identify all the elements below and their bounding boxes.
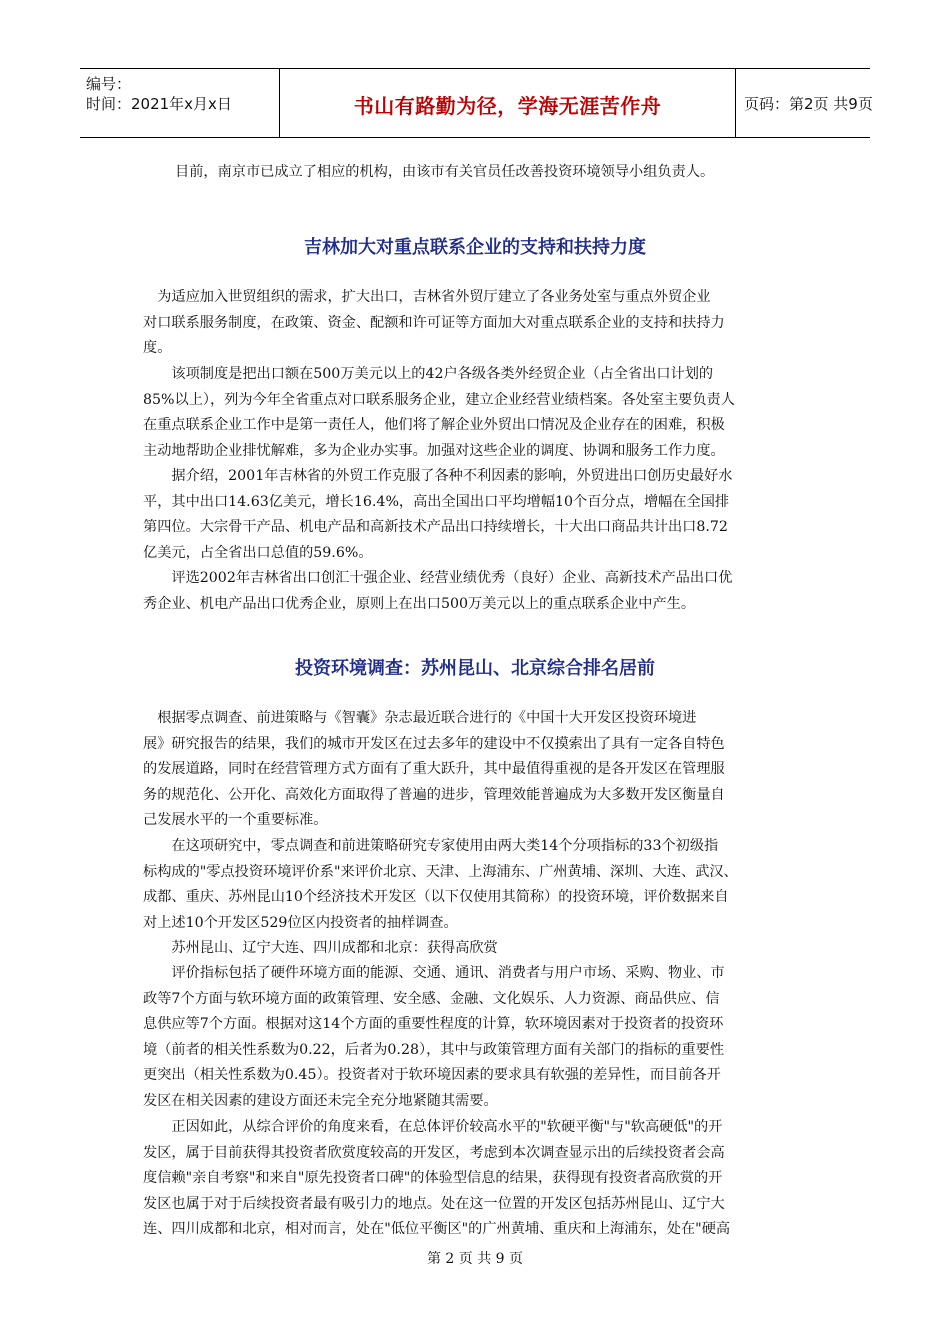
- paragraph: [143, 285, 815, 362]
- text-line: 发区，属于目前获得其投资者欣赏度较高的开发区，考虑到本次调查显示出的后续投资者会高: [143, 1144, 725, 1161]
- page-footer: 第 2 页 共 9 页: [426, 1251, 524, 1267]
- text-line: 亿美元，占全省出口总值的59.6%。: [143, 544, 373, 561]
- header-motto-cell: [280, 69, 736, 137]
- text-line: 的发展道路，同时在经营管理方式方面有了重大跃升，其中最值得重视的是各开发区在管理服: [143, 761, 725, 778]
- paragraph: [143, 706, 815, 834]
- text-line: 根据零点调查、前进策略与《智囊》杂志最近联合进行的《中国十大开发区投资环境进: [143, 710, 697, 726]
- text-line: 境（前者的相关性系数为0.22，后者为0.28），其中与政策管理方面有关部门的指标的重要性: [143, 1041, 725, 1058]
- text-line: 对口联系服务制度，在政策、资金、配额和许可证等方面加大对重点联系企业的支持和扶持力: [143, 314, 725, 331]
- paragraph: [143, 834, 815, 936]
- section-title-investment: 投资环境调查：苏州昆山、北京综合排名居前: [295, 658, 655, 679]
- text-line: 度。: [143, 340, 172, 357]
- header-info-cell: [80, 69, 280, 137]
- text-line: 主动地帮助企业排忧解难，多为企业办实事。加强对这些企业的调度、协调和服务工作力度。: [143, 442, 725, 459]
- paragraph: [143, 362, 815, 464]
- text-line: 连、四川成都和北京，相对而言，处在"低位平衡区"的广州黄埔、重庆和上海浦东，处在"硬高: [143, 1221, 731, 1238]
- text-line: 秀企业、机电产品出口优秀企业，原则上在出口500万美元以上的重点联系企业中产生。: [143, 595, 696, 612]
- page-number-label: 页码：第2页 共9页: [744, 95, 873, 113]
- text-line: 平，其中出口14.63亿美元，增长16.4%，高出全国出口平均增幅10个百分点，增幅在全国排: [143, 493, 730, 510]
- text-line: 评选2002年吉林省出口创汇十强企业、经营业绩优秀（良好）企业、高新技术产品出口优: [143, 570, 733, 586]
- text-line: 该项制度是把出口额在500万美元以上的42户各级各类外经贸企业（占全省出口计划的: [143, 366, 714, 382]
- text-line: 正因如此，从综合评价的角度来看，在总体评价较高水平的"软硬平衡"与"软高硬低"的开: [143, 1119, 723, 1135]
- text-line: 在重点联系企业工作中是第一责任人，他们将了解企业外贸出口情况及企业存在的困难，积极: [143, 417, 725, 434]
- text-line: 政等7个方面与软环境方面的政策管理、安全感、金融、文化娱乐、人力资源、商品供应、信: [143, 990, 720, 1007]
- text-line: 己发展水平的一个重要标准。: [143, 812, 328, 829]
- intro-paragraph: 目前，南京市已成立了相应的机构，由该市有关官员任改善投资环境领导小组负责人。: [175, 164, 715, 180]
- number-label: 编号：: [86, 75, 132, 93]
- header-page-cell: [736, 69, 873, 137]
- text-line: 务的规范化、公开化、高效化方面取得了普遍的进步，管理效能普遍成为大多数开发区衡量自: [143, 786, 725, 803]
- text-line: 息供应等7个方面。根据对这14个方面的重要性程度的计算，软环境因素对于投资者的投资环: [143, 1016, 724, 1033]
- text-line: 苏州昆山、辽宁大连、四川成都和北京：获得高欣赏: [143, 940, 498, 956]
- section-title-jilin: 吉林加大对重点联系企业的支持和扶持力度: [304, 237, 646, 258]
- text-line: 更突出（相关性系数为0.45）。投资者对于软环境因素的要求具有软强的差异性，而目前各开: [143, 1067, 721, 1084]
- text-line: 对上述10个开发区529位区内投资者的抽样调查。: [143, 914, 458, 931]
- paragraph: [143, 1115, 815, 1243]
- text-line: 发区在相关因素的建设方面还未完全充分地紧随其需要。: [143, 1092, 498, 1109]
- text-line: 85%以上），列为今年全省重点对口联系服务企业，建立企业经营业绩档案。各处室主要负责人: [143, 391, 735, 408]
- motto-text: 书山有路勤为径，学海无涯苦作舟: [353, 94, 662, 118]
- text-line: 发区也属于对于后续投资者最有吸引力的地点。处在这一位置的开发区包括苏州昆山、辽宁大: [143, 1195, 725, 1212]
- text-line: 标构成的"零点投资环境评价系"来评价北京、天津、上海浦东、广州黄埔、深圳、大连、武汉、: [143, 863, 738, 880]
- paragraph: [143, 961, 815, 1115]
- paragraph: [143, 566, 815, 617]
- text-line: 评价指标包括了硬件环境方面的能源、交通、通讯、消费者与用户市场、采购、物业、市: [143, 965, 725, 981]
- time-label: 时间：2021年x月x日: [86, 95, 232, 113]
- paragraph: [143, 464, 815, 566]
- text-line: 在这项研究中，零点调查和前进策略研究专家使用由两大类14个分项指标的33个初级指: [143, 838, 719, 854]
- paragraph: [143, 936, 815, 962]
- text-line: 据介绍，2001年吉林省的外贸工作克服了各种不利因素的影响，外贸进出口创历史最好水: [143, 468, 733, 484]
- text-line: 为适应加入世贸组织的需求，扩大出口，吉林省外贸厅建立了各业务处室与重点外贸企业: [143, 289, 711, 305]
- text-line: 度信赖"亲自考察"和来自"原先投资者口碑"的体验型信息的结果，获得现有投资者高欣赏的开: [143, 1170, 723, 1187]
- text-line: 第四位。大宗骨干产品、机电产品和高新技术产品出口持续增长，十大出口商品共计出口8.72: [143, 519, 728, 536]
- text-line: 展》研究报告的结果，我们的城市开发区在过去多年的建设中不仅摸索出了具有一定各自特色: [143, 735, 725, 752]
- text-line: 成都、重庆、苏州昆山10个经济技术开发区（以下仅使用其简称）的投资环境，评价数据来自: [143, 889, 729, 906]
- page-header: [80, 68, 873, 138]
